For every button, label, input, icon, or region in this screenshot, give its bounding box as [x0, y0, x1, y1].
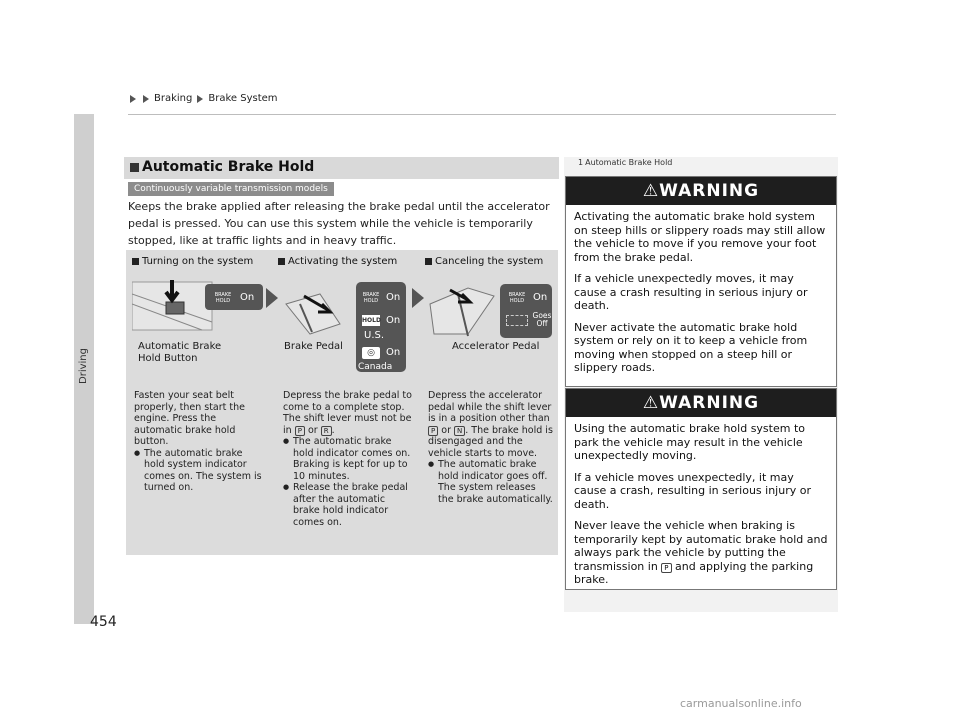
brake-hold-symbol-icon: ◎ [362, 347, 380, 359]
step-description: Fasten your seat belt properly, then start the engine. Press the automatic brake hold button. [134, 390, 245, 447]
or-text: or [307, 424, 318, 436]
step-text-canceling [428, 390, 554, 505]
reference-number: 1 [578, 158, 584, 167]
indicator-on-label: On [386, 292, 401, 303]
breadcrumb-braking[interactable]: Braking [154, 93, 193, 104]
bullet-item: ● Release the brake pedal after the automatic brake hold indicator comes on. [283, 482, 413, 528]
square-bullet-icon [425, 258, 432, 265]
triangle-arrow-icon [130, 95, 136, 103]
brake-hold-indicator-icon: BRAKE HOLD [508, 292, 526, 304]
breadcrumb [128, 93, 278, 104]
indicator-on-label: On [386, 347, 401, 358]
model-badge: Continuously variable transmission models [128, 182, 334, 196]
square-bullet-icon [278, 258, 285, 265]
step-bullets [283, 436, 413, 528]
page-number: 454 [90, 614, 117, 630]
side-note-reference [578, 158, 672, 167]
warning-body [566, 205, 836, 375]
square-bullet-icon [132, 258, 139, 265]
warning-box-2 [565, 388, 837, 590]
indicator-on-label: On [533, 292, 548, 303]
step-description-end: . The brake hold is disengaged and the vehicle starts to move. [428, 424, 553, 459]
warning-triangle-icon: ⚠ [642, 181, 660, 201]
shift-position-p-icon: P [661, 563, 671, 573]
triangle-arrow-icon [197, 95, 203, 103]
step-title-turning-on [132, 256, 253, 267]
shift-position-p-icon: P [295, 426, 305, 436]
breadcrumb-brake-system[interactable]: Brake System [208, 93, 278, 104]
warning-header [566, 389, 836, 417]
caption-accelerator-pedal: Accelerator Pedal [452, 341, 540, 352]
watermark-text: carmanualsonline.info [680, 697, 802, 710]
warning-paragraph-end: and applying the parking brake. [574, 559, 814, 586]
goes-off-label: Goes Off [532, 311, 552, 328]
step-text-activating [283, 390, 413, 528]
region-us-label: U.S. [364, 330, 385, 341]
region-canada-label: Canada [358, 362, 393, 372]
step-description-text: Depress the accelerator pedal while the shift lever is in a position other than [428, 390, 552, 424]
warning-paragraph: If a vehicle unexpectedly moves, it may cause a crash resulting in serious injury or death. [574, 272, 808, 312]
side-note-label: Automatic Brake Hold [585, 158, 673, 167]
warning-body [566, 417, 836, 587]
step-bullets [134, 448, 264, 494]
step-description-text: Depress the brake pedal to come to a complete stop. The shift lever must not be in [283, 390, 412, 436]
warning-paragraph: Using the automatic brake hold system to park the vehicle may result in the vehicle unexpectedly moving. [574, 422, 805, 462]
step-title-activating [278, 256, 397, 267]
bullet-item: ● The automatic brake hold indicator comes on. Braking is kept for up to 10 minutes. [283, 436, 413, 482]
step-title-canceling [425, 256, 543, 267]
shift-position-r-icon: R [321, 426, 332, 436]
step-text-turning-on [134, 390, 264, 494]
warning-paragraph [574, 519, 828, 587]
next-step-arrow-icon [412, 288, 424, 308]
intro-paragraph: Keeps the brake applied after releasing the brake pedal until the accelerator pedal is pressed. You can use this system while the vehicle is temporarily stopped, like at traffic lights and in heavy traffic. [128, 200, 550, 247]
warning-heading-text: WARNING [659, 393, 760, 413]
step-bullets [428, 459, 554, 505]
warning-paragraph-text: Never leave the vehicle when braking is temporarily kept by automatic brake hold and always park the vehicle by putting the transmission in [574, 519, 828, 573]
warning-header [566, 177, 836, 205]
caption-brake-hold-button: Automatic Brake Hold Button [138, 341, 222, 364]
warning-box-1 [565, 176, 837, 387]
step-description: Depress the brake pedal to come to a complete stop. The shift lever must not be in P or R . [283, 390, 412, 436]
step-title-text: Canceling the system [435, 256, 544, 267]
brake-hold-indicator-icon: BRAKE HOLD [214, 292, 232, 304]
indicator-on-label: On [386, 315, 401, 326]
section-title [130, 159, 314, 175]
caption-brake-pedal: Brake Pedal [284, 341, 343, 352]
bullet-item: ● The automatic brake hold indicator goes off. The system releases the brake automatically. [428, 459, 554, 505]
step-title-text: Activating the system [288, 256, 398, 267]
square-bullet-icon [130, 163, 139, 172]
hold-indicator-icon: HOLD [362, 317, 381, 324]
chapter-label: Driving [78, 348, 89, 384]
warning-paragraph: If a vehicle moves unexpectedly, it may cause a crash, resulting in serious injury or death. [574, 470, 811, 511]
header-divider [128, 114, 836, 115]
section-title-text: Automatic Brake Hold [142, 159, 315, 175]
bullet-item: ● The automatic brake hold system indicator comes on. The system is turned on. [134, 448, 264, 494]
shift-position-n-icon: N [454, 426, 465, 436]
shift-position-p-icon: P [428, 426, 438, 436]
indicator-on-label: On [240, 292, 255, 303]
step-title-text: Turning on the system [142, 256, 254, 267]
warning-heading-text: WARNING [659, 181, 760, 201]
next-step-arrow-icon [266, 288, 278, 308]
step-description [428, 390, 554, 459]
warning-paragraph: Never activate the automatic brake hold system or rely on it to keep a vehicle from moving when stopped on a steep hill or slippery roads. [574, 320, 808, 374]
warning-paragraph: Activating the automatic brake hold system on steep hills or slippery roads may still allow the vehicle to move if you remove your foot from the brake pedal. [574, 210, 826, 264]
or-text: or [441, 424, 451, 436]
brake-hold-indicator-icon: BRAKE HOLD [362, 292, 380, 304]
triangle-arrow-icon [143, 95, 149, 103]
indicator-off-icon [506, 315, 528, 326]
warning-triangle-icon: ⚠ [642, 393, 660, 413]
